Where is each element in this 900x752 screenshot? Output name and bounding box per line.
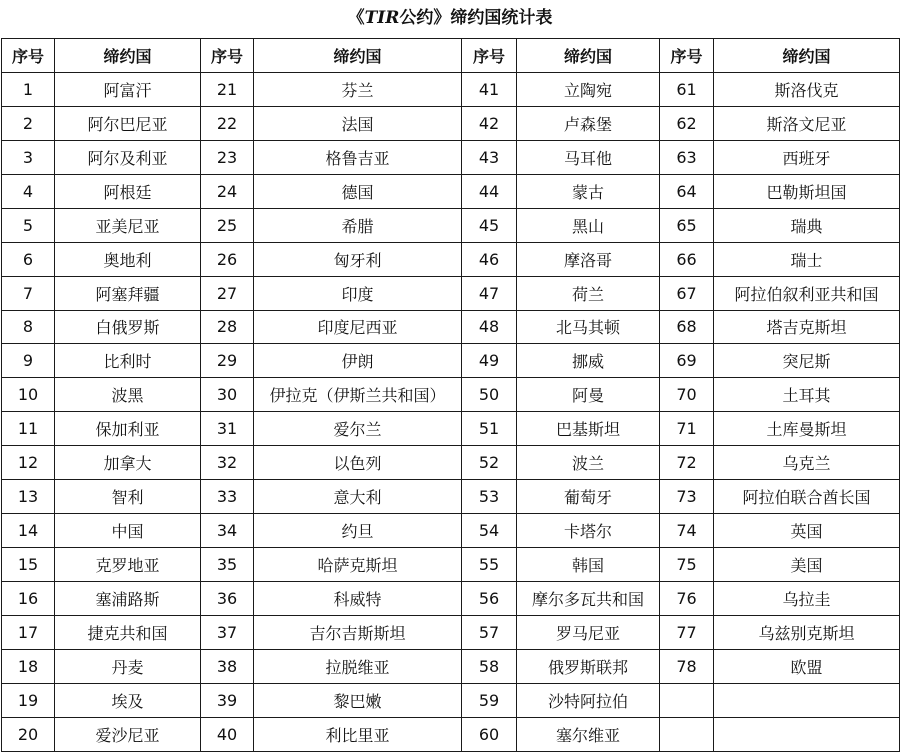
serial-number-cell: 5 (2, 208, 55, 242)
country-name-cell: 印度 (254, 276, 462, 310)
serial-number-cell: 15 (2, 548, 55, 582)
serial-number-cell: 35 (201, 548, 254, 582)
table-row (2, 242, 900, 276)
country-name-cell: 吉尔吉斯斯坦 (254, 615, 462, 649)
country-name-cell: 捷克共和国 (55, 615, 201, 649)
country-name-cell: 加拿大 (55, 446, 201, 480)
country-name-cell: 塞尔维亚 (517, 717, 660, 751)
serial-number-cell: 48 (462, 310, 517, 344)
table-body (2, 72, 900, 751)
serial-number-cell: 73 (660, 480, 714, 514)
country-name-cell: 利比里亚 (254, 717, 462, 751)
serial-number-cell: 8 (2, 310, 55, 344)
country-name-cell: 瑞士 (714, 242, 900, 276)
country-name-cell (714, 717, 900, 751)
serial-number-cell: 59 (462, 683, 517, 717)
table-row (2, 344, 900, 378)
serial-number-cell: 61 (660, 72, 714, 106)
country-name-cell: 乌拉圭 (714, 582, 900, 616)
country-name-cell: 德国 (254, 174, 462, 208)
header-cell: 序号 (2, 39, 55, 73)
serial-number-cell: 14 (2, 514, 55, 548)
country-name-cell: 阿拉伯联合酋长国 (714, 480, 900, 514)
serial-number-cell: 62 (660, 106, 714, 140)
country-name-cell: 荷兰 (517, 276, 660, 310)
country-name-cell: 爱尔兰 (254, 412, 462, 446)
country-name-cell: 马耳他 (517, 140, 660, 174)
country-name-cell: 黎巴嫩 (254, 683, 462, 717)
serial-number-cell: 56 (462, 582, 517, 616)
table-row (2, 582, 900, 616)
serial-number-cell: 37 (201, 615, 254, 649)
country-name-cell: 阿富汗 (55, 72, 201, 106)
serial-number-cell: 45 (462, 208, 517, 242)
country-name-cell: 匈牙利 (254, 242, 462, 276)
table-header-row (2, 39, 900, 73)
country-name-cell: 阿根廷 (55, 174, 201, 208)
country-name-cell: 摩洛哥 (517, 242, 660, 276)
serial-number-cell: 33 (201, 480, 254, 514)
country-name-cell: 智利 (55, 480, 201, 514)
serial-number-cell: 47 (462, 276, 517, 310)
serial-number-cell: 31 (201, 412, 254, 446)
country-name-cell: 科威特 (254, 582, 462, 616)
serial-number-cell: 60 (462, 717, 517, 751)
country-name-cell: 北马其顿 (517, 310, 660, 344)
country-name-cell: 巴勒斯坦国 (714, 174, 900, 208)
serial-number-cell: 64 (660, 174, 714, 208)
table-row (2, 140, 900, 174)
country-name-cell: 欧盟 (714, 649, 900, 683)
serial-number-cell: 55 (462, 548, 517, 582)
country-name-cell: 约旦 (254, 514, 462, 548)
country-name-cell: 以色列 (254, 446, 462, 480)
serial-number-cell: 44 (462, 174, 517, 208)
country-name-cell: 西班牙 (714, 140, 900, 174)
serial-number-cell: 75 (660, 548, 714, 582)
serial-number-cell: 77 (660, 615, 714, 649)
title-tir: TIR (364, 8, 400, 28)
serial-number-cell: 3 (2, 140, 55, 174)
country-name-cell: 卡塔尔 (517, 514, 660, 548)
header-cell: 缔约国 (714, 39, 900, 73)
serial-number-cell: 17 (2, 615, 55, 649)
country-name-cell: 哈萨克斯坦 (254, 548, 462, 582)
serial-number-cell (660, 683, 714, 717)
serial-number-cell: 68 (660, 310, 714, 344)
country-name-cell: 芬兰 (254, 72, 462, 106)
country-name-cell: 挪威 (517, 344, 660, 378)
table-row (2, 480, 900, 514)
serial-number-cell: 54 (462, 514, 517, 548)
serial-number-cell: 27 (201, 276, 254, 310)
serial-number-cell: 25 (201, 208, 254, 242)
table-row (2, 548, 900, 582)
table-row (2, 208, 900, 242)
serial-number-cell: 51 (462, 412, 517, 446)
country-name-cell: 克罗地亚 (55, 548, 201, 582)
serial-number-cell: 6 (2, 242, 55, 276)
contracting-parties-table (1, 38, 900, 752)
serial-number-cell: 69 (660, 344, 714, 378)
serial-number-cell: 20 (2, 717, 55, 751)
serial-number-cell: 66 (660, 242, 714, 276)
serial-number-cell: 42 (462, 106, 517, 140)
serial-number-cell: 39 (201, 683, 254, 717)
country-name-cell: 阿尔巴尼亚 (55, 106, 201, 140)
table-row (2, 683, 900, 717)
serial-number-cell: 78 (660, 649, 714, 683)
country-name-cell: 波兰 (517, 446, 660, 480)
serial-number-cell: 76 (660, 582, 714, 616)
country-name-cell: 爱沙尼亚 (55, 717, 201, 751)
serial-number-cell: 19 (2, 683, 55, 717)
country-name-cell: 韩国 (517, 548, 660, 582)
serial-number-cell: 38 (201, 649, 254, 683)
country-name-cell: 突尼斯 (714, 344, 900, 378)
header-cell: 缔约国 (55, 39, 201, 73)
table-row (2, 378, 900, 412)
page-title (0, 0, 900, 36)
country-name-cell: 斯洛伐克 (714, 72, 900, 106)
serial-number-cell: 57 (462, 615, 517, 649)
table-row (2, 446, 900, 480)
country-name-cell: 英国 (714, 514, 900, 548)
country-name-cell: 沙特阿拉伯 (517, 683, 660, 717)
country-name-cell: 丹麦 (55, 649, 201, 683)
country-name-cell (714, 683, 900, 717)
country-name-cell: 乌克兰 (714, 446, 900, 480)
table-row (2, 310, 900, 344)
serial-number-cell: 11 (2, 412, 55, 446)
serial-number-cell: 58 (462, 649, 517, 683)
header-cell: 缔约国 (517, 39, 660, 73)
serial-number-cell: 4 (2, 174, 55, 208)
country-name-cell: 中国 (55, 514, 201, 548)
serial-number-cell: 7 (2, 276, 55, 310)
serial-number-cell: 12 (2, 446, 55, 480)
country-name-cell: 印度尼西亚 (254, 310, 462, 344)
serial-number-cell: 23 (201, 140, 254, 174)
serial-number-cell: 2 (2, 106, 55, 140)
country-name-cell: 蒙古 (517, 174, 660, 208)
country-name-cell: 阿尔及利亚 (55, 140, 201, 174)
table-row (2, 615, 900, 649)
serial-number-cell: 32 (201, 446, 254, 480)
country-name-cell: 拉脱维亚 (254, 649, 462, 683)
table-row (2, 276, 900, 310)
table-row (2, 514, 900, 548)
header-cell: 序号 (660, 39, 714, 73)
country-name-cell: 罗马尼亚 (517, 615, 660, 649)
serial-number-cell (660, 717, 714, 751)
title-open-bracket: 《 (347, 8, 365, 28)
country-name-cell: 阿拉伯叙利亚共和国 (714, 276, 900, 310)
country-name-cell: 波黑 (55, 378, 201, 412)
country-name-cell: 乌兹别克斯坦 (714, 615, 900, 649)
serial-number-cell: 21 (201, 72, 254, 106)
table-row (2, 106, 900, 140)
serial-number-cell: 72 (660, 446, 714, 480)
table-row (2, 412, 900, 446)
country-name-cell: 阿塞拜疆 (55, 276, 201, 310)
country-name-cell: 土耳其 (714, 378, 900, 412)
country-name-cell: 埃及 (55, 683, 201, 717)
serial-number-cell: 28 (201, 310, 254, 344)
country-name-cell: 葡萄牙 (517, 480, 660, 514)
serial-number-cell: 52 (462, 446, 517, 480)
country-name-cell: 瑞典 (714, 208, 900, 242)
header-cell: 缔约国 (254, 39, 462, 73)
serial-number-cell: 50 (462, 378, 517, 412)
serial-number-cell: 1 (2, 72, 55, 106)
country-name-cell: 伊拉克（伊斯兰共和国） (254, 378, 462, 412)
serial-number-cell: 24 (201, 174, 254, 208)
serial-number-cell: 16 (2, 582, 55, 616)
serial-number-cell: 67 (660, 276, 714, 310)
serial-number-cell: 49 (462, 344, 517, 378)
serial-number-cell: 40 (201, 717, 254, 751)
serial-number-cell: 34 (201, 514, 254, 548)
country-name-cell: 俄罗斯联邦 (517, 649, 660, 683)
country-name-cell: 亚美尼亚 (55, 208, 201, 242)
table-row (2, 649, 900, 683)
country-name-cell: 希腊 (254, 208, 462, 242)
header-cell: 序号 (201, 39, 254, 73)
country-name-cell: 摩尔多瓦共和国 (517, 582, 660, 616)
serial-number-cell: 10 (2, 378, 55, 412)
country-name-cell: 塔吉克斯坦 (714, 310, 900, 344)
serial-number-cell: 63 (660, 140, 714, 174)
header-cell: 序号 (462, 39, 517, 73)
country-name-cell: 意大利 (254, 480, 462, 514)
table-row (2, 72, 900, 106)
serial-number-cell: 36 (201, 582, 254, 616)
country-name-cell: 巴基斯坦 (517, 412, 660, 446)
serial-number-cell: 70 (660, 378, 714, 412)
serial-number-cell: 29 (201, 344, 254, 378)
country-name-cell: 土库曼斯坦 (714, 412, 900, 446)
table-row (2, 717, 900, 751)
serial-number-cell: 65 (660, 208, 714, 242)
serial-number-cell: 71 (660, 412, 714, 446)
serial-number-cell: 26 (201, 242, 254, 276)
country-name-cell: 立陶宛 (517, 72, 660, 106)
country-name-cell: 黑山 (517, 208, 660, 242)
country-name-cell: 白俄罗斯 (55, 310, 201, 344)
country-name-cell: 斯洛文尼亚 (714, 106, 900, 140)
serial-number-cell: 30 (201, 378, 254, 412)
table-row (2, 174, 900, 208)
country-name-cell: 卢森堡 (517, 106, 660, 140)
country-name-cell: 保加利亚 (55, 412, 201, 446)
serial-number-cell: 74 (660, 514, 714, 548)
country-name-cell: 伊朗 (254, 344, 462, 378)
country-name-cell: 美国 (714, 548, 900, 582)
country-name-cell: 格鲁吉亚 (254, 140, 462, 174)
serial-number-cell: 53 (462, 480, 517, 514)
serial-number-cell: 46 (462, 242, 517, 276)
title-rest: 公约》缔约国统计表 (399, 8, 553, 28)
serial-number-cell: 9 (2, 344, 55, 378)
serial-number-cell: 43 (462, 140, 517, 174)
country-name-cell: 比利时 (55, 344, 201, 378)
country-name-cell: 阿曼 (517, 378, 660, 412)
serial-number-cell: 41 (462, 72, 517, 106)
country-name-cell: 法国 (254, 106, 462, 140)
country-name-cell: 奥地利 (55, 242, 201, 276)
serial-number-cell: 22 (201, 106, 254, 140)
serial-number-cell: 18 (2, 649, 55, 683)
country-name-cell: 塞浦路斯 (55, 582, 201, 616)
serial-number-cell: 13 (2, 480, 55, 514)
